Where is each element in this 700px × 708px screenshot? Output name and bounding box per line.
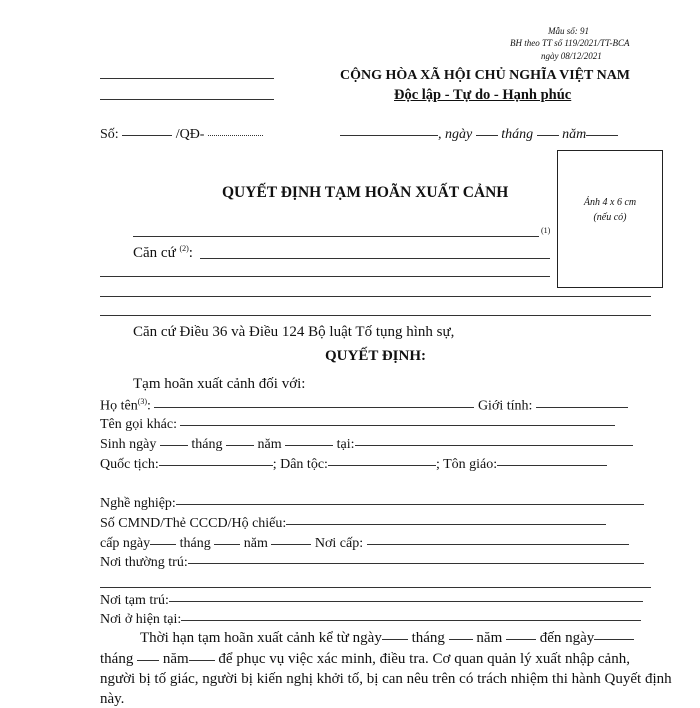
period-end-label: đến ngày xyxy=(539,630,595,646)
issue-year-label: năm xyxy=(243,536,268,551)
qd-label: /QĐ- xyxy=(175,127,205,142)
subtitle-line[interactable] xyxy=(133,236,539,237)
issue-month-field[interactable] xyxy=(214,544,240,545)
issue-row xyxy=(100,536,629,552)
ethnicity-label: ; Dân tộc: xyxy=(272,457,328,472)
period-start-month-label: tháng xyxy=(411,630,445,646)
issue-place-field[interactable] xyxy=(367,544,629,545)
birth-year-label: năm xyxy=(257,437,282,452)
birth-month-field[interactable] xyxy=(226,445,254,446)
gender-label: Giới tính: xyxy=(477,398,533,414)
occupation-label: Nghề nghiệp: xyxy=(100,496,176,511)
period-end-month[interactable] xyxy=(137,660,159,661)
alias-row xyxy=(100,417,615,433)
permanent-residence-label: Nơi thường trú: xyxy=(100,555,188,570)
current-residence-label: Nơi ở hiện tại: xyxy=(100,612,182,627)
agency-line-1 xyxy=(100,78,274,79)
ngay-label: , ngày xyxy=(438,127,473,142)
ethnicity-field[interactable] xyxy=(328,465,436,466)
gender-field[interactable] xyxy=(536,407,628,408)
occupation-row xyxy=(100,496,644,512)
permanent-residence-field[interactable] xyxy=(188,563,644,564)
period-start-year-label: năm xyxy=(476,630,503,646)
period-purpose-text: để phục vụ việc xác minh, điều tra. Cơ quan quản lý xuất nhập cảnh, xyxy=(218,651,630,667)
birth-row xyxy=(100,437,633,453)
issue-year-field[interactable] xyxy=(271,544,311,545)
basis-row xyxy=(133,244,193,262)
period-start-month[interactable] xyxy=(449,639,473,640)
birth-year-field[interactable] xyxy=(285,445,333,446)
law-basis: Căn cứ Điều 36 và Điều 124 Bộ luật Tố tụng hình sự, xyxy=(133,324,455,340)
nationality-row xyxy=(100,457,607,473)
birth-place-label: tại: xyxy=(336,437,355,452)
issue-date-label: cấp ngày xyxy=(100,536,151,551)
id-number-field[interactable] xyxy=(286,524,606,525)
photo-optional-label: (nếu có) xyxy=(593,212,627,223)
nam-label: năm xyxy=(562,127,587,142)
basis-line-1[interactable] xyxy=(200,258,550,259)
basis-colon: : xyxy=(188,245,193,261)
temporary-residence-row xyxy=(100,593,643,609)
id-number-label: Số CMND/Thẻ CCCD/Hộ chiếu: xyxy=(100,516,287,531)
place-blank[interactable] xyxy=(340,135,438,136)
issue-day-field[interactable] xyxy=(150,544,176,545)
day-blank[interactable] xyxy=(476,135,498,136)
name-label: Họ tên xyxy=(100,398,138,414)
country-name: CỘNG HÒA XÃ HỘI CHỦ NGHĨA VIỆT NAM xyxy=(340,68,631,83)
photo-size-label: Ảnh 4 x 6 cm xyxy=(583,197,637,208)
period-end-month-label: tháng xyxy=(100,651,134,667)
basis-label: Căn cứ xyxy=(133,245,176,261)
qd-blank[interactable] xyxy=(208,135,263,136)
period-line-3: người bị tố giác, người bị kiến nghị khởi tố, bị can nêu trên có trách nhiệm thi hành Quyết định xyxy=(100,671,672,687)
document-title: QUYẾT ĐỊNH TẠM HOÃN XUẤT CẢNH xyxy=(222,184,509,201)
month-blank[interactable] xyxy=(537,135,559,136)
period-start-text: Thời hạn tạm hoãn xuất cảnh kể từ ngày xyxy=(140,630,382,646)
period-end-year-label: năm xyxy=(162,651,189,667)
reference-number-row xyxy=(100,127,263,143)
occupation-field[interactable] xyxy=(176,504,644,505)
year-blank[interactable] xyxy=(586,135,618,136)
place-date-row xyxy=(340,127,618,143)
name-row: Họ tên$^{(3)}$: Giới tính: xyxy=(100,397,628,415)
alias-label: Tên gọi khác: xyxy=(100,417,177,432)
temporary-residence-label: Nơi tạm trú: xyxy=(100,593,169,608)
agency-line-2 xyxy=(100,99,274,100)
period-line-4: này. xyxy=(100,691,125,707)
photo-box xyxy=(557,150,663,288)
form-code-number: Mẫu số: 91 xyxy=(548,26,589,36)
note-1-marker: (1) xyxy=(541,226,551,235)
period-line-2 xyxy=(100,651,630,668)
current-residence-field[interactable] xyxy=(181,620,641,621)
period-end-day[interactable] xyxy=(594,639,634,640)
permanent-residence-line-2[interactable] xyxy=(100,587,651,588)
religion-label: ; Tôn giáo: xyxy=(435,457,498,472)
basis-line-4[interactable] xyxy=(100,315,651,316)
issue-place-label: Nơi cấp: xyxy=(314,536,364,551)
religion-field[interactable] xyxy=(497,465,607,466)
period-start-day[interactable] xyxy=(382,639,408,640)
birth-day-field[interactable] xyxy=(160,445,188,446)
permanent-residence-row xyxy=(100,555,644,571)
basis-line-2[interactable] xyxy=(100,276,550,277)
temporary-residence-field[interactable] xyxy=(169,601,643,602)
period-line-1 xyxy=(140,630,634,647)
so-blank[interactable] xyxy=(122,135,172,136)
form-code-date: ngày 08/12/2021 xyxy=(541,51,602,61)
target-intro: Tạm hoãn xuất cảnh đối với: xyxy=(133,376,306,392)
period-end-year[interactable] xyxy=(189,660,215,661)
so-label: Số: xyxy=(100,127,119,142)
birth-label: Sinh ngày xyxy=(100,437,157,452)
name-field[interactable] xyxy=(154,407,474,408)
alias-field[interactable] xyxy=(180,425,615,426)
thang-label: tháng xyxy=(501,127,534,142)
birth-month-label: tháng xyxy=(191,437,223,452)
period-start-year[interactable] xyxy=(506,639,536,640)
motto: Độc lập - Tự do - Hạnh phúc xyxy=(394,87,572,103)
basis-line-3[interactable] xyxy=(100,296,651,297)
basis-sup: (2) xyxy=(179,244,189,253)
name-sup: (3) xyxy=(137,397,148,406)
decision-heading: QUYẾT ĐỊNH: xyxy=(325,348,426,364)
issue-month-label: tháng xyxy=(179,536,211,551)
nationality-field[interactable] xyxy=(159,465,273,466)
id-number-row xyxy=(100,516,606,532)
nationality-label: Quốc tịch: xyxy=(100,457,159,472)
form-code-regulation: BH theo TT số 119/2021/TT-BCA xyxy=(510,38,630,48)
current-residence-row xyxy=(100,612,641,628)
birth-place-field[interactable] xyxy=(355,445,633,446)
